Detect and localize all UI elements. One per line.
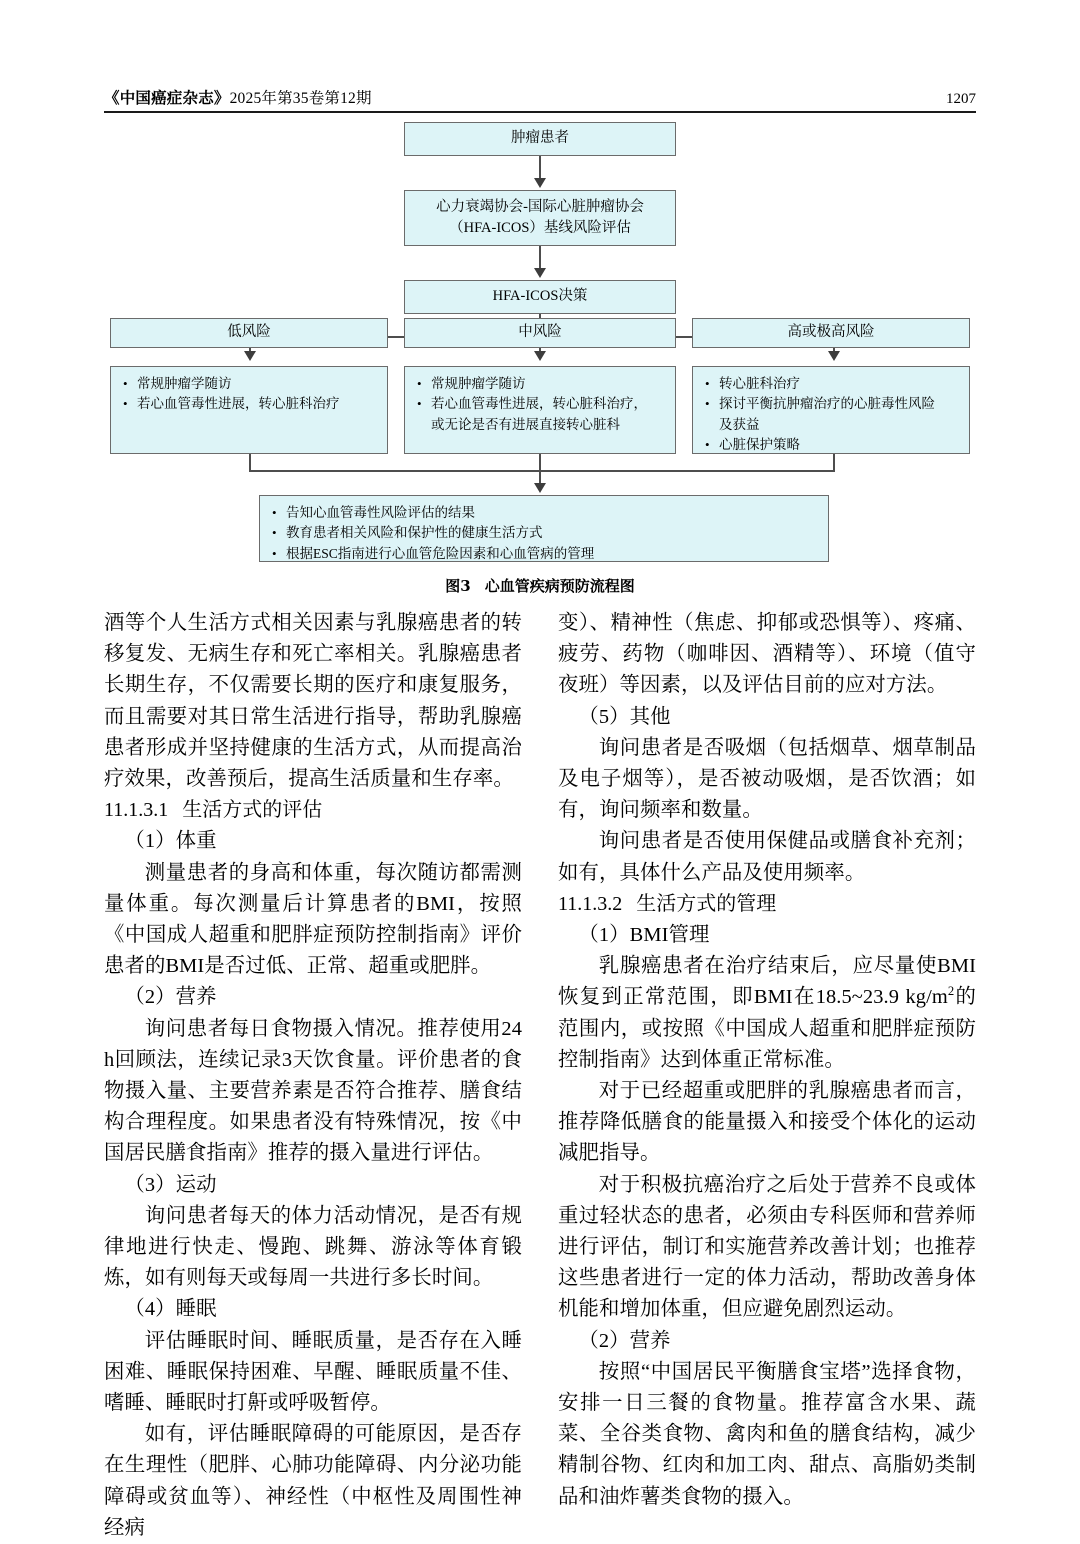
left-paragraph-continued: 酒等个人生活方式相关因素与乳腺癌患者的转移复发、无病生存和死亡率相关。乳腺癌患者长期生存，不仅需要长期的医疗和康复服务，而且需要对其日常生活进行指导，帮助乳腺癌患者形成并坚持健康的生活方式，从而提高治疗效果，改善预后，提高生活质量和生存率。 xyxy=(104,612,522,791)
bullet-dot-icon: • xyxy=(705,396,710,412)
section-heading-11-1-3-1 xyxy=(104,795,522,826)
flow-node-patient xyxy=(404,122,676,156)
right-item5-title: （5）其他 xyxy=(578,705,671,728)
bullet-item xyxy=(272,503,818,523)
bullet-dot-icon: • xyxy=(272,525,277,541)
right-item5-body: 询问患者是否吸烟（包括烟草、烟草制品及电子烟等），是否被动吸烟，是否饮酒；如有，询问频率和数量。 xyxy=(558,736,976,822)
bullet-dot-icon: • xyxy=(272,545,277,561)
flow-node-risk-low xyxy=(110,318,388,348)
bullet-dot-icon: • xyxy=(123,396,128,412)
right-item1-body-part1: 乳腺癌患者在治疗结束后，应尽量使BMI恢复到正常范围，即BMI在18.5~23.9 kg/m xyxy=(558,955,976,1009)
section-title: 生活方式的评估 xyxy=(182,799,323,822)
arrow-bus-to-high xyxy=(828,351,840,361)
bullet-dot-icon: • xyxy=(417,376,422,391)
left-item3-body: 询问患者每天的体力活动情况，是否有规律地进行快走、慢跑、跳舞、游泳等体育锻炼，如有则每天或每周一共进行多长时间。 xyxy=(104,1204,522,1290)
figure-caption-number: 图3 xyxy=(445,577,471,595)
bullet-item xyxy=(705,394,959,414)
journal-issue: 2025年第35卷第12期 xyxy=(229,90,372,107)
flow-node-decision xyxy=(404,280,676,314)
connector-merge-bus xyxy=(249,470,835,472)
high-action-2: 探讨平衡抗肿瘤治疗的心脏毒性风险 xyxy=(719,396,935,412)
final-action-3: 根据ESC指南进行心血管危险因素和心血管病的管理 xyxy=(286,545,595,561)
flow-node-patient-label: 肿瘤患者 xyxy=(511,130,569,147)
bullet-dot-icon: • xyxy=(123,376,128,391)
right-item1-body-part2: 的范围内，或按照《中国成人超重和肥胖症预防控制指南》达到体重正常标准。 xyxy=(558,986,976,1071)
bullet-item-continuation xyxy=(417,415,665,435)
right-item1-body2: 对于已经超重或肥胖的乳腺癌患者而言，推荐降低膳食的能量摄入和接受个体化的运动减肥指导。 xyxy=(558,1080,976,1165)
right-item1-body xyxy=(558,951,976,1076)
flow-node-final-actions xyxy=(259,495,829,562)
left-item4-title: （4）睡眠 xyxy=(124,1298,217,1321)
flow-node-risk-low-label: 低风险 xyxy=(227,324,271,341)
flow-node-low-actions xyxy=(110,366,388,454)
page-header xyxy=(104,78,976,113)
bullet-item xyxy=(123,394,377,414)
medium-action-1: 常规肿瘤学随访 xyxy=(431,376,526,391)
medium-action-2: 若心血管毒性进展，转心脏科治疗， xyxy=(431,396,647,412)
left-item1-title: （1）体重 xyxy=(124,830,217,853)
figure-caption xyxy=(104,575,976,596)
flow-node-medium-actions xyxy=(404,366,676,454)
bullet-dot-icon: • xyxy=(417,396,422,412)
arrow-bus-to-medium xyxy=(534,351,546,361)
cardiovascular-prevention-flowchart xyxy=(104,122,976,562)
final-action-2: 教育患者相关风险和保护性的健康生活方式 xyxy=(286,525,543,541)
bullet-dot-icon: • xyxy=(272,505,277,520)
medium-action-2-cont: 或无论是否有进展直接转心脏科 xyxy=(431,416,620,432)
flow-node-assessment-line2: （HFA-ICOS）基线风险评估 xyxy=(449,220,631,236)
arrow-bus-to-low xyxy=(244,351,256,361)
bullet-item xyxy=(417,374,665,394)
arrow-merge-to-final xyxy=(534,483,546,493)
flow-node-baseline-assessment xyxy=(404,190,676,246)
left-item4-body2: 如有，评估睡眠障碍的可能原因，是否存在生理性（肥胖、心肺功能障碍、内分泌功能障碍或贫血等）、神经性（中枢性及周围性神经病 xyxy=(104,1423,522,1539)
left-item4-body: 评估睡眠时间、睡眠质量，是否存在入睡困难、睡眠保持困难、早醒、睡眠质量不佳、嗜睡、睡眠时打鼾或呼吸暂停。 xyxy=(104,1329,522,1415)
arrow-patient-to-assessment xyxy=(534,178,546,188)
flow-node-decision-label: HFA-ICOS决策 xyxy=(492,288,588,305)
left-item2-title: （2）营养 xyxy=(124,986,217,1009)
high-action-2-cont: 及获益 xyxy=(719,416,760,432)
header-journal-info xyxy=(104,86,372,108)
arrow-assessment-to-decision xyxy=(534,268,546,278)
bullet-dot-icon: • xyxy=(705,376,710,391)
bullet-item xyxy=(417,394,665,414)
journal-title: 《中国癌症杂志》 xyxy=(104,88,230,107)
bullet-item xyxy=(123,374,377,394)
bullet-item xyxy=(272,544,818,564)
figure-caption-text: 心血管疾病预防流程图 xyxy=(484,577,635,595)
high-action-3: 心脏保护策略 xyxy=(719,436,800,452)
bullet-item-continuation xyxy=(705,415,959,435)
flow-node-assessment-line1: 心力衰竭协会-国际心脏肿瘤协会 xyxy=(436,198,644,215)
bullet-dot-icon: • xyxy=(705,436,710,452)
section-number: 11.1.3.2 xyxy=(558,892,623,915)
low-action-2: 若心血管毒性进展，转心脏科治疗 xyxy=(137,396,340,412)
right-paragraph-continued: 变）、精神性（焦虑、抑郁或恐惧等）、疼痛、疲劳、药物（咖啡因、酒精等）、环境（值守夜班）等因素，以及评估目前的应对方法。 xyxy=(558,612,976,697)
bullet-item xyxy=(272,523,818,543)
low-action-1: 常规肿瘤学随访 xyxy=(137,376,232,391)
section-heading-11-1-3-2 xyxy=(558,889,976,920)
bmi-unit-superscript: 2 xyxy=(947,984,955,999)
bullet-item xyxy=(705,435,959,455)
flow-node-risk-high xyxy=(692,318,970,348)
left-item1-body: 测量患者的身高和体重，每次随访都需测量体重。每次测量后计算患者的BMI，按照《中国成人超重和肥胖症预防控制指南》评价患者的BMI是否过低、正常、超重或肥胖。 xyxy=(104,861,522,978)
right-item1-body3: 对于积极抗癌治疗之后处于营养不良或体重过轻状态的患者，必须由专科医师和营养师进行评估，制订和实施营养改善计划；也推荐这些患者进行一定的体力活动，帮助改善身体机能和增加体重，但应避免剧烈运动。 xyxy=(558,1173,976,1321)
bullet-item xyxy=(705,374,959,394)
right-item5-body2: 询问患者是否使用保健品或膳食补充剂；如有，具体什么产品及使用频率。 xyxy=(558,830,976,884)
left-item2-body: 询问患者每日食物摄入情况。推荐使用24 h回顾法，连续记录3天饮食量。评价患者的食物摄入量、主要营养素是否符合推荐、膳食结构合理程度。如果患者没有特殊情况，按《中国居民膳食指南》推荐的摄入量进行评估。 xyxy=(104,1017,522,1165)
page-number: 1207 xyxy=(946,91,976,107)
right-column xyxy=(558,608,976,1508)
left-column xyxy=(104,608,522,1539)
right-item2-body: 按照“中国居民平衡膳食宝塔”选择食物，安排一日三餐的食物量。推荐富含水果、蔬菜、全谷类食物、禽肉和鱼的膳食结构，减少精制谷物、红肉和加工肉、甜点、高脂奶类制品和油炸薯类食物的摄入。 xyxy=(558,1360,976,1508)
flow-node-high-actions xyxy=(692,366,970,454)
body-text-columns xyxy=(104,608,976,1539)
section-number: 11.1.3.1 xyxy=(104,799,169,822)
flow-node-risk-medium-label: 中风险 xyxy=(518,324,562,341)
right-item1-title: （1）BMI管理 xyxy=(578,924,710,947)
final-action-1: 告知心血管毒性风险评估的结果 xyxy=(286,505,475,520)
flow-node-risk-medium xyxy=(404,318,676,348)
high-action-1: 转心脏科治疗 xyxy=(719,376,800,391)
left-item3-title: （3）运动 xyxy=(124,1173,217,1196)
section-title: 生活方式的管理 xyxy=(636,892,777,915)
flow-node-risk-high-label: 高或极高风险 xyxy=(787,324,875,341)
right-item2-title: （2）营养 xyxy=(578,1329,671,1352)
